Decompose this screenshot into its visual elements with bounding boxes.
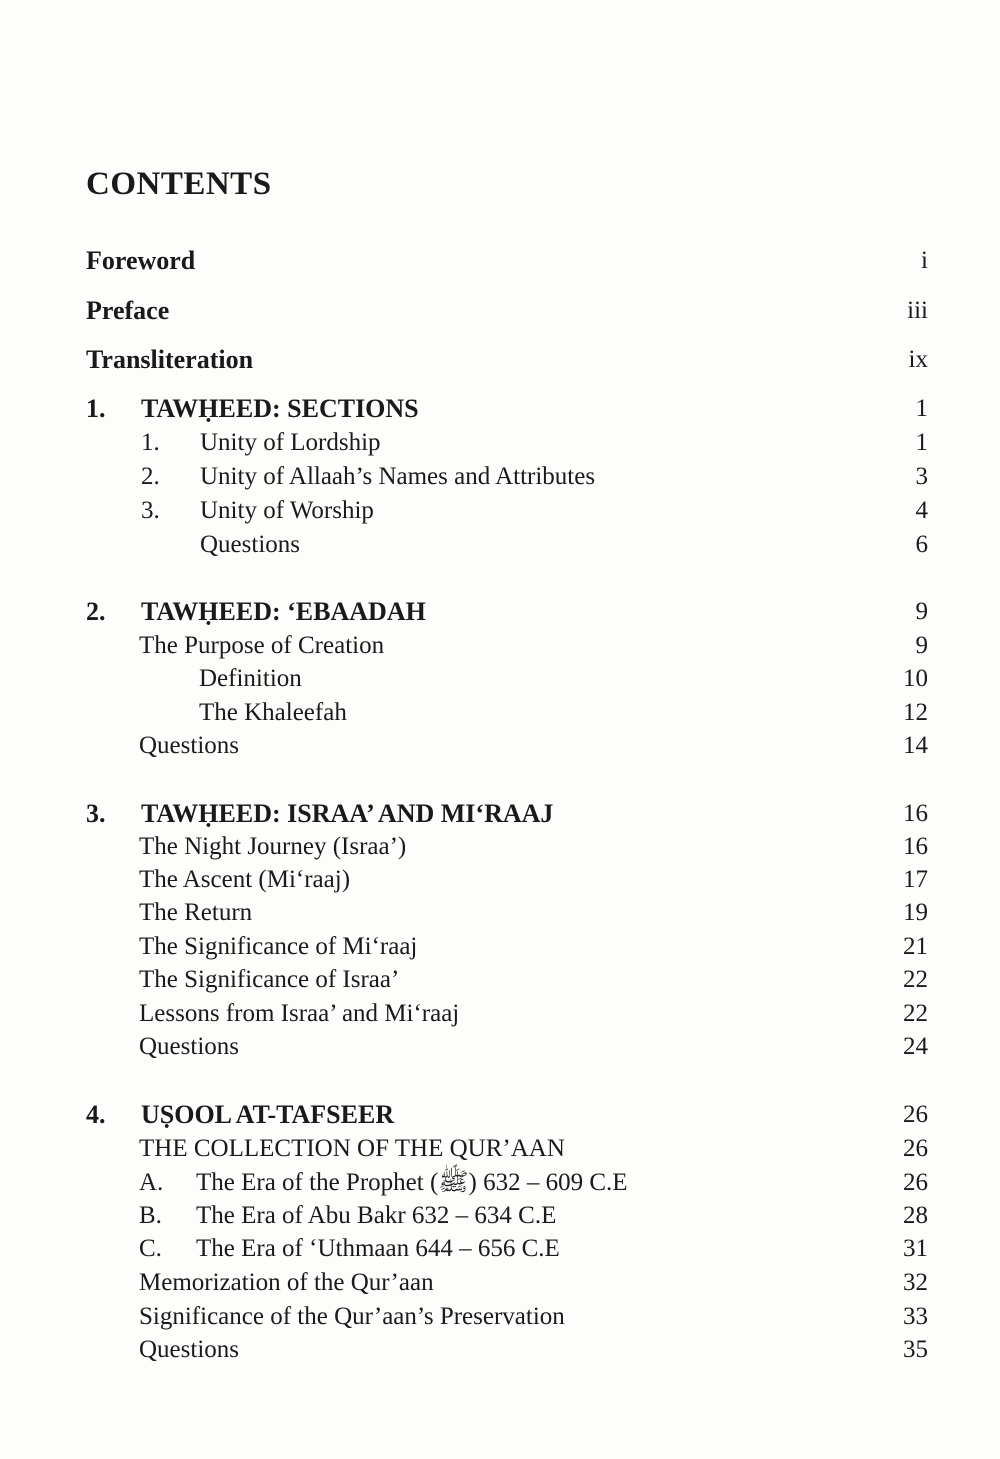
toc-entry-return[interactable] <box>0 897 1000 929</box>
entry-page: 9 <box>915 598 928 625</box>
entry-label: The Return <box>139 899 253 926</box>
entry-number: 1. <box>141 429 160 456</box>
entry-page: 21 <box>903 933 928 960</box>
toc-entry-unity-of-worship[interactable] <box>0 495 1000 527</box>
entry-label: Lessons from Israa’ and Mi‘raaj <box>139 1000 460 1027</box>
toc-entry-preservation[interactable] <box>0 1301 1000 1333</box>
entry-page: 22 <box>903 966 928 993</box>
entry-label: The Khaleefah <box>199 699 347 726</box>
entry-label: The Era of Abu Bakr 632 – 634 C.E <box>196 1202 557 1229</box>
entry-number: B. <box>139 1202 162 1229</box>
entry-page: 33 <box>903 1303 928 1330</box>
entry-label: Transliteration <box>86 345 254 374</box>
toc-entry-memorization[interactable] <box>0 1267 1000 1299</box>
toc-entry-era-prophet[interactable] <box>0 1167 1000 1199</box>
toc-entry-night-journey[interactable] <box>0 831 1000 863</box>
chapter-title: TAWḤEED: ISRAA’ AND MI‘RAAJ <box>141 799 554 828</box>
entry-page: 24 <box>903 1033 928 1060</box>
toc-entry-lessons[interactable] <box>0 998 1000 1030</box>
entry-label: Unity of Worship <box>200 497 374 524</box>
toc-entry-khaleefah[interactable] <box>0 697 1000 729</box>
entry-page: 16 <box>903 800 928 827</box>
chapter-4-heading[interactable] <box>0 1099 1000 1131</box>
entry-label: Unity of Allaah’s Names and Attributes <box>200 463 596 490</box>
entry-label: THE COLLECTION OF THE QUR’AAN <box>139 1135 565 1162</box>
entry-label: The Purpose of Creation <box>139 632 385 659</box>
entry-label: Definition <box>199 665 302 692</box>
entry-page: 9 <box>915 632 928 659</box>
entry-page: 16 <box>903 833 928 860</box>
chapter-number: 1. <box>86 394 106 423</box>
toc-entry-unity-of-lordship[interactable] <box>0 427 1000 459</box>
toc-entry-significance-miraaj[interactable] <box>0 931 1000 963</box>
entry-page: 28 <box>903 1202 928 1229</box>
toc-entry-significance-israa[interactable] <box>0 964 1000 996</box>
entry-page: 35 <box>903 1336 928 1363</box>
toc-entry-era-abu-bakr[interactable] <box>0 1200 1000 1232</box>
entry-label: Unity of Lordship <box>200 429 381 456</box>
page-title: CONTENTS <box>86 166 272 202</box>
entry-label: The Night Journey (Israa’) <box>139 833 407 860</box>
entry-page: 19 <box>903 899 928 926</box>
entry-label: Questions <box>139 732 239 759</box>
entry-page: iii <box>907 297 928 324</box>
entry-page: 26 <box>903 1101 928 1128</box>
entry-label: Questions <box>139 1033 239 1060</box>
entry-page: 10 <box>903 665 928 692</box>
entry-page: 1 <box>915 395 928 422</box>
toc-entry-foreword[interactable] <box>0 245 1000 277</box>
toc-entry-purpose-of-creation[interactable] <box>0 630 1000 662</box>
chapter-title: UṢOOL AT-TAFSEER <box>141 1100 395 1129</box>
entry-label: Foreword <box>86 246 196 275</box>
entry-label: Memorization of the Qur’aan <box>139 1269 434 1296</box>
entry-label: The Ascent (Mi‘raaj) <box>139 866 351 893</box>
chapter-2-heading[interactable] <box>0 596 1000 628</box>
toc-entry-questions[interactable] <box>0 1031 1000 1063</box>
toc-entry-collection[interactable] <box>0 1133 1000 1165</box>
entry-page: 32 <box>903 1269 928 1296</box>
entry-number: C. <box>139 1235 162 1262</box>
entry-label: Preface <box>86 296 170 325</box>
entry-label: Questions <box>139 1336 239 1363</box>
toc-entry-preface[interactable] <box>0 295 1000 327</box>
chapter-title: TAWḤEED: ‘EBAADAH <box>141 597 426 626</box>
chapter-number: 2. <box>86 597 106 626</box>
entry-label: Significance of the Qur’aan’s Preservation <box>139 1303 565 1330</box>
entry-number: 3. <box>141 497 160 524</box>
chapter-3-heading[interactable] <box>0 798 1000 830</box>
entry-page: 4 <box>915 497 928 524</box>
toc-entry-unity-of-names[interactable] <box>0 461 1000 493</box>
entry-number: A. <box>139 1169 164 1196</box>
entry-page: 17 <box>903 866 928 893</box>
toc-entry-questions[interactable] <box>0 1334 1000 1366</box>
toc-entry-definition[interactable] <box>0 663 1000 695</box>
entry-label: The Significance of Mi‘raaj <box>139 933 418 960</box>
entry-page: 14 <box>903 732 928 759</box>
entry-page: 6 <box>915 531 928 558</box>
entry-label: Questions <box>200 531 300 558</box>
entry-page: 22 <box>903 1000 928 1027</box>
entry-number: 2. <box>141 463 160 490</box>
toc-entry-era-uthmaan[interactable] <box>0 1233 1000 1265</box>
entry-page: 26 <box>903 1169 928 1196</box>
entry-page: 1 <box>915 429 928 456</box>
entry-page: i <box>921 247 928 274</box>
chapter-title: TAWḤEED: SECTIONS <box>141 394 419 423</box>
entry-label: The Era of ‘Uthmaan 644 – 656 C.E <box>196 1235 560 1262</box>
entry-page: 3 <box>915 463 928 490</box>
entry-page: ix <box>908 346 928 373</box>
chapter-1-heading[interactable] <box>0 393 1000 425</box>
toc-entry-questions[interactable] <box>0 730 1000 762</box>
chapter-number: 3. <box>86 799 106 828</box>
entry-label: The Era of the Prophet (ﷺ) 609 – 632 C.E <box>196 1169 628 1196</box>
toc-entry-ascent[interactable] <box>0 864 1000 896</box>
entry-page: 31 <box>903 1235 928 1262</box>
toc-entry-transliteration[interactable] <box>0 344 1000 376</box>
entry-page: 26 <box>903 1135 928 1162</box>
entry-page: 12 <box>903 699 928 726</box>
toc-entry-questions[interactable] <box>0 529 1000 561</box>
chapter-number: 4. <box>86 1100 106 1129</box>
entry-label: The Significance of Israa’ <box>139 966 400 993</box>
